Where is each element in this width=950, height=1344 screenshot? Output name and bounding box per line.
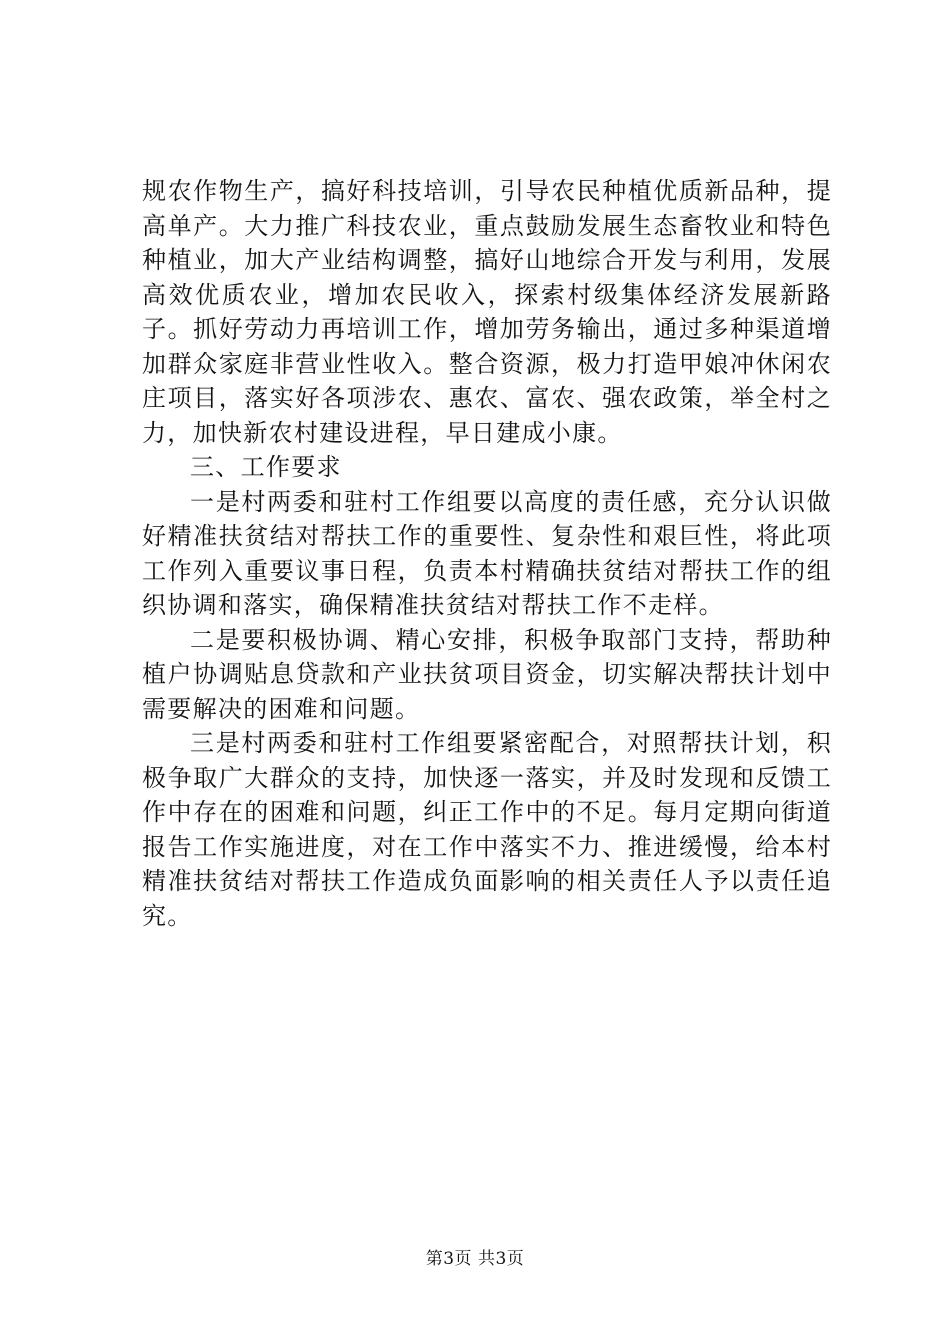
section-heading-work-requirements: 三、工作要求 — [190, 453, 342, 481]
paragraph-continuation: 规农作物生产，搞好科技培训，引导农民种植优质新品种，提高单产。大力推广科技农业，重点鼓励发展生态畜牧业和特色种植业，加大产业结构调整，搞好山地综合开发与利用，发展高效优质农业，增加农民收入，探索村级集体经济发展新路子。抓好劳动力再培训工作，增加劳务输出，通过多种渠道增加群众家庭非营业性收入。整合资源，极力打造甲娘冲休闲农庄项目，落实好各项涉农、惠农、富农、强农政策，举全村之力，加快新农村建设进程，早日建成小康。 — [142, 177, 832, 447]
paragraph-requirement-2: 二是要积极协调、精心安排，积极争取部门支持，帮助种植户协调贴息贷款和产业扶贫项目资金，切实解决帮扶计划中需要解决的困难和问题。 — [142, 625, 832, 723]
paragraph-requirement-3: 三是村两委和驻村工作组要紧密配合，对照帮扶计划，积极争取广大群众的支持，加快逐一落实，并及时发现和反馈工作中存在的困难和问题，纠正工作中的不足。每月定期向街道报告工作实施进度，对在工作中落实不力、推进缓慢，给本村精准扶贫结对帮扶工作造成负面影响的相关责任人予以责任追究。 — [142, 729, 832, 930]
paragraph-requirement-1: 一是村两委和驻村工作组要以高度的责任感，充分认识做好精准扶贫结对帮扶工作的重要性、复杂性和艰巨性，将此项工作列入重要议事日程，负责本村精确扶贫结对帮扶工作的组织协调和落实，确保精准扶贫结对帮扶工作不走样。 — [142, 487, 832, 619]
page-footer: 第3页 共3页 — [425, 1249, 525, 1269]
document-body — [142, 174, 832, 933]
